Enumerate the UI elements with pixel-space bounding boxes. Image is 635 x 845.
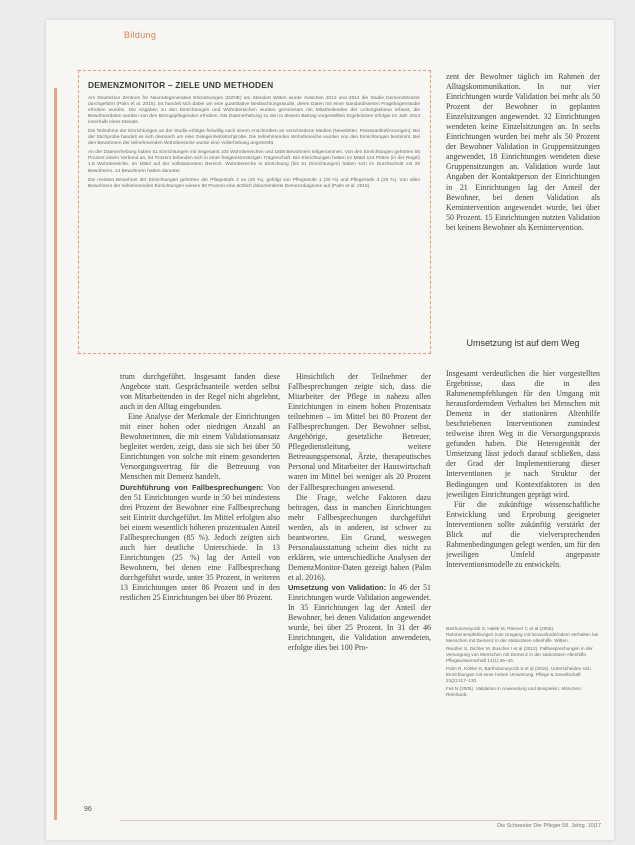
info-box-paragraph: Die Teilnahme der Einrichtungen an der Studie erfolgte freiwillig nach einem Anschreiben an verschiedene Medien (Newsletter, Presseartikel/Anzeigen). Bei der Stichprobe handelt es sich demnach um eine Gelegenheitsstichprobe. Die teilnehmenden Wohnbereiche wurden von den Einrichtungen bestimmt. Bei den Bewohnern der teilnehmenden Wohnbereiche wurde eine Vollerhebung angestrebt. [88,129,420,147]
subheading: Umsetzung von Validation: [288,582,387,592]
reference-item: Reuther S, Dichter M, Buscher I et al (2012). Fallbesprechungen in der Versorgung von Menschen mit Demenz in der stationären Altenhilfe. Pflegewissenschaft 14(1):36–43. [446,646,593,663]
body-paragraph: Eine Analyse der Merkmale der Einrichtungen mit einer hohen oder niedrigen Anzahl an Bewohnerinnen, die mit einem Validationsansatz begleitet werden, zeigt, dass sie sich bei über 50 Einrichtungen von solche mit einem gesonderten Versorgungsvertrag für die Betreuung von Menschen mit Demenz handelt. [120,412,280,482]
accent-bar [54,88,57,820]
subheading: Durchführung von Fallbesprechungen: [120,482,264,492]
footer-text: Die Schwester Der Pfleger 58. Jahrg. 10|17 [497,823,601,829]
column-right-top [446,72,600,337]
body-paragraph: Insgesamt verdeutlichen die hier vorgestellten Ergebnisse, dass die in den Rahmenempfehlungen für den Umgang mit herausforderndem Verhalten bei Menschen mit Demenz in der stationären Altenhilfe beschriebenen Interventionen zumindest teilweise ihren Weg in die Versorgungspraxis gefunden haben. Die Heterogenität der Umsetzung lässt jedoch darauf schließen, dass der Grad der Implementierung dieser Interventionen je nach Struktur der Bedingungen und Kontextfaktoren in den jeweiligen Einrichtungen geprägt wird. [446,369,600,499]
body-paragraph: Für die zukünftige wissenschaftliche Entwicklung und Erprobung geeigneter Interventionen sollte zukünftig verstärkt der Blick auf die vielversprechenden Rahmenbedingungen gelegt werden, um für den jeweiligen Umfeld angepasste Interventionsmodelle zu entwickeln. [446,499,600,569]
column-middle [288,372,431,818]
reference-item: Palm R, Köhler K, Bartholomeyczik S et al (2016). Unterscheiden sich Einrichtungen mit einer hohen Umsetzung. Pflege & Gesellschaft 21(2):117–130. [446,666,591,683]
body-paragraph: zent der Bewohner täglich im Rahmen der Alltagskommunikation. In nur vier Einrichtungen wurde Validation bei mehr als 50 Prozent der Bewohner in geplanten Einzelsitzungen angewendet. 32 Einrichtungen wendeten keine Einzelsitzungen an. In sechs Einrichtungen wurden bei mehr als 50 Prozent der Bewohner Validation in Gruppensitzungen angewendet, 18 Einrichtungen wendeten diese Gruppensitzungen an. Validation wurde laut Angaben der Kontaktperson der Einrichtungen in 21 Einrichtungen lag der Anteil der Bewohner, bei denen Validation als Kernintervention angewendet wurde, bei über 50 Prozent. 15 Einrichtungen nutzten Validation bei keinem Bewohner als Kernintervention. [446,72,600,232]
section-heading: Umsetzung ist auf dem Weg [466,338,580,348]
info-box-paragraph: An der Datenerhebung haben 51 Einrichtungen mit insgesamt 104 Wohnbereichen und 1808 Bewohnern teilgenommen. Von den Einrichtungen gehörten 85 Prozent einem Verbund an, 94 Prozent befanden sich in einer freigemeinnützigen Trägerschaft. Die Einrichtungen hatten im Mittel 124 Plätze (in der Regel) 1,8 Wohnbereiche. Im Mittel auf der vollstationären Bereich. Wohnbereiche in Einrichtung (bis 51 Einrichtungen) haben sich im Durchschnitt mit 26 Bewohnern. 14 Bewohnern hatten darunter. [88,150,420,174]
body-paragraph: Von den 51 Einrichtungen wurde in 50 bei mindestens drei Prozent der Bewohner eine Fallbesprechung seit Eintritt durchgeführt. Im Mittel erfolgten also bei einem wesentlich höheren prozentualen Anteil Fallbesprechungen (85 %). Jedoch zeigten sich auch hier deutliche Unterschiede. In 13 Einrichtungen (25 %) lag der Anteil von Bewohnern, bei denen eine Fallbesprechung durchgeführt wurde, unter 35 Prozent, in weiteren 13 Einrichtungen unter 86 Prozent und in den restlichen 25 Einrichtungen bei über 86 Prozent. [120,482,280,603]
info-box-paragraph: Am Deutschen Zentrum für Neurodegenerative Erkrankungen (DZNE) am Standort Witten wurde zwischen 2012 und 2014 die Studie DemenzMonitor durchgeführt (Palm et al. 2015). Es handelt sich dabei um eine quantitative Beobachtungsstudie, deren Daten mit einer standardisierten Fragebogenstudie erhoben wurden. Die Angaben zu den Einrichtungen und Wohnbereichen wurden gemeinsam mit Mitarbeitenden der Leitungsebene erfasst, die Bewohnerdaten wurden von den Bezugspflegenden erhoben. Die Datenerhebung zu den in diesem Beitrag vorgestellten Ergebnissen erfolgte im Jahr 2013 innerhalb eines Monats. [88,96,420,126]
body-paragraph: Die Frage, welche Faktoren dazu beitragen, dass in manchen Einrichtungen mehr Fallbesprechungen durchgeführt werden, als in anderen, ist schwer zu beantworten. Ein Grund, weswegen Personalausstattung scheint dies nicht zu erklären, wie unterschiedliche Analysen der DemenzMonitor-Daten gezeigt haben (Palm et al. 2016). [288,492,431,582]
info-box-paragraph: Die meisten Bewohner der Einrichtungen gehörten der Pflegestufe 2 an (40 %), gefolgt von Pflegestufe 1 (30 %) und Pflegestufe 3 (20 %). Von allen Bewohnern der teilnehmenden Einrichtungen wiesen 60 Prozent eine ärztlich dokumentierte Demenzdiagnose auf (Palm et al. 2015). [88,177,420,189]
body-paragraph: trum durchgeführt. Insgesamt fanden diese Angebote statt. Gesprächsanteile werden selbst von Mitarbeitenden in der Regel nicht abgelehnt, auch in den Alltag eingebunden. [120,372,280,412]
column-left [120,372,280,818]
info-box [78,70,431,354]
body-paragraph: In 46 der 51 Einrichtungen wurde Validation angewendet. In 35 Einrichtungen lag der Anteil der Bewohner, bei denen Validation angewendet wurde, bei über 25 Prozent. In 31 der 46 Einrichtungen, die Validation anwendeten, erfolgte dies bei 100 Pro- [288,582,431,653]
footer-rule [120,820,600,821]
info-box-title: DEMENZMONITOR – ZIELE UND METHODEN [88,80,274,90]
references [446,626,600,700]
reference-item: Bartholomeyczik S, Halek M, Riesner C et al (2006). Rahmenempfehlungen zum Umgang mit herausforderndem Verhalten bei Menschen mit Demenz in der stationären Altenhilfe. Witten. [446,626,599,643]
page-number: 96 [84,806,92,813]
body-paragraph: Hinsichtlich der Teilnehmer der Fallbesprechungen zeigte sich, dass die Mitarbeiter der Pflege in nahezu allen Einrichtungen in einem hohen Prozentsatz teilnehmen – im Mittel bei 80 Prozent der Fallbesprechungen. Der Bewohner selbst, Angehörige, gesetzliche Betreuer, Pflegedienstleitung, weitere Betreuungspersonal, Ärzte, therapeutisches Personal und Mitarbeiter der Hauswirtschaft waren im Mittel bei weniger als 20 Prozent der Fallbesprechungen anwesend. [288,372,431,492]
reference-item: Feil N (2005). Validation in Anwendung und Beispielen. München: Reinhardt. [446,686,582,697]
section-label: Bildung [124,30,157,40]
column-right-bottom [446,369,600,619]
